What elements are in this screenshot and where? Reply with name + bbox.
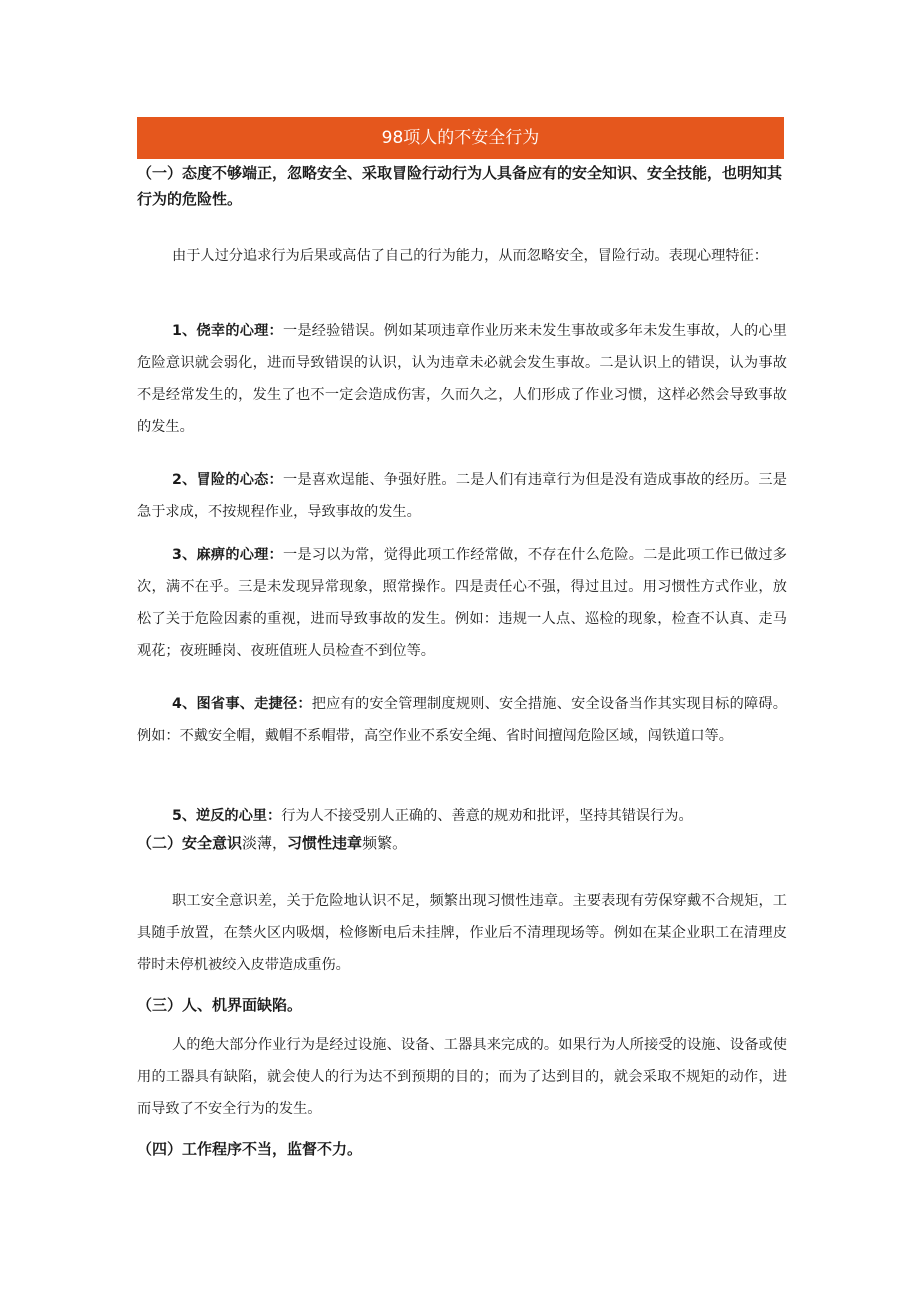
section-4-heading: （四）工作程序不当，监督不力。 (137, 1140, 363, 1158)
section-2-mid: 淡薄， (242, 834, 288, 852)
section-2-keyword-1: 安全意识 (182, 834, 243, 852)
section-2-body: 职工安全意识差，关于危险地认识不足，频繁出现习惯性违章。主要表现有劳保穿戴不合规矩，工具随手放置，在禁火区内吸烟，检修断电后未挂牌，作业后不清理现场等。例如在某企业职工在清理皮带时未停机被绞入皮带造成重伤。 (137, 893, 787, 973)
item-3-label: 3、麻痹的心理： (172, 547, 283, 563)
section-1-heading: （一）态度不够端正，忽略安全、采取冒险行动行为人具备应有的安全知识、安全技能，也明知其行为的危险性。 (137, 164, 783, 208)
section-3-body: 人的绝大部分作业行为是经过设施、设备、工器具来完成的。如果行为人所接受的设施、设备或使用的工器具有缺陷，就会使人的行为达不到预期的目的；而为了达到目的，就会采取不规矩的动作，进而导致了不安全行为的发生。 (137, 1037, 787, 1117)
section-2-suffix: 频繁。 (362, 834, 408, 852)
item-4-text: 把应有的安全管理制度规则、安全措施、安全设备当作其实现目标的障碍。例如：不戴安全帽，戴帽不系帽带，高空作业不系安全绳、省时间擅闯危险区域，闯铁道口等。 (137, 696, 787, 744)
item-5-paragraph (137, 800, 787, 832)
item-4-label: 4、图省事、走捷径： (172, 696, 312, 712)
section-2-heading (137, 830, 787, 856)
item-5-text: 行为人不接受别人正确的、善意的规劝和批评，坚持其错误行为。 (281, 808, 693, 824)
section-1-intro: 由于人过分追求行为后果或高估了自己的行为能力，从而忽略安全，冒险行动。表现心理特征： (172, 248, 768, 264)
item-1-paragraph (137, 315, 787, 443)
item-3-text: 一是习以为常，觉得此项工作经常做，不存在什么危险。二是此项工作已做过多次，满不在乎。三是未发现异常现象，照常操作。四是责任心不强，得过且过。用习惯性方式作业，放松了关于危险因素的重视，进而导致事故的发生。例如：违规一人点、巡检的现象，检查不认真、走马观花；夜班睡岗、夜班值班人员检查不到位等。 (137, 547, 787, 659)
item-1-label: 1、侥幸的心理： (172, 323, 283, 339)
item-2-label: 2、冒险的心态： (172, 472, 283, 488)
item-2-text: 一是喜欢逞能、争强好胜。二是人们有违章行为但是没有造成事故的经历。三是急于求成，不按规程作业，导致事故的发生。 (137, 472, 787, 520)
title-banner: 98项人的不安全行为 (137, 117, 784, 159)
section-2-prefix: （二） (137, 834, 183, 852)
item-3-paragraph (137, 539, 787, 667)
section-3-heading: （三）人、机界面缺陷。 (137, 996, 303, 1014)
item-5-label: 5、逆反的心里： (172, 808, 282, 824)
item-4-paragraph (137, 688, 787, 752)
item-1-text: 一是经验错误。例如某项违章作业历来未发生事故或多年未发生事故，人的心里危险意识就会弱化，进而导致错误的认识，认为违章未必就会发生事故。二是认识上的错误，认为事故不是经常发生的，发生了也不一定会造成伤害，久而久之，人们形成了作业习惯，这样必然会导致事故的发生。 (137, 323, 787, 435)
section-2-keyword-2: 习惯性违章 (287, 834, 363, 852)
item-2-paragraph (137, 464, 787, 528)
